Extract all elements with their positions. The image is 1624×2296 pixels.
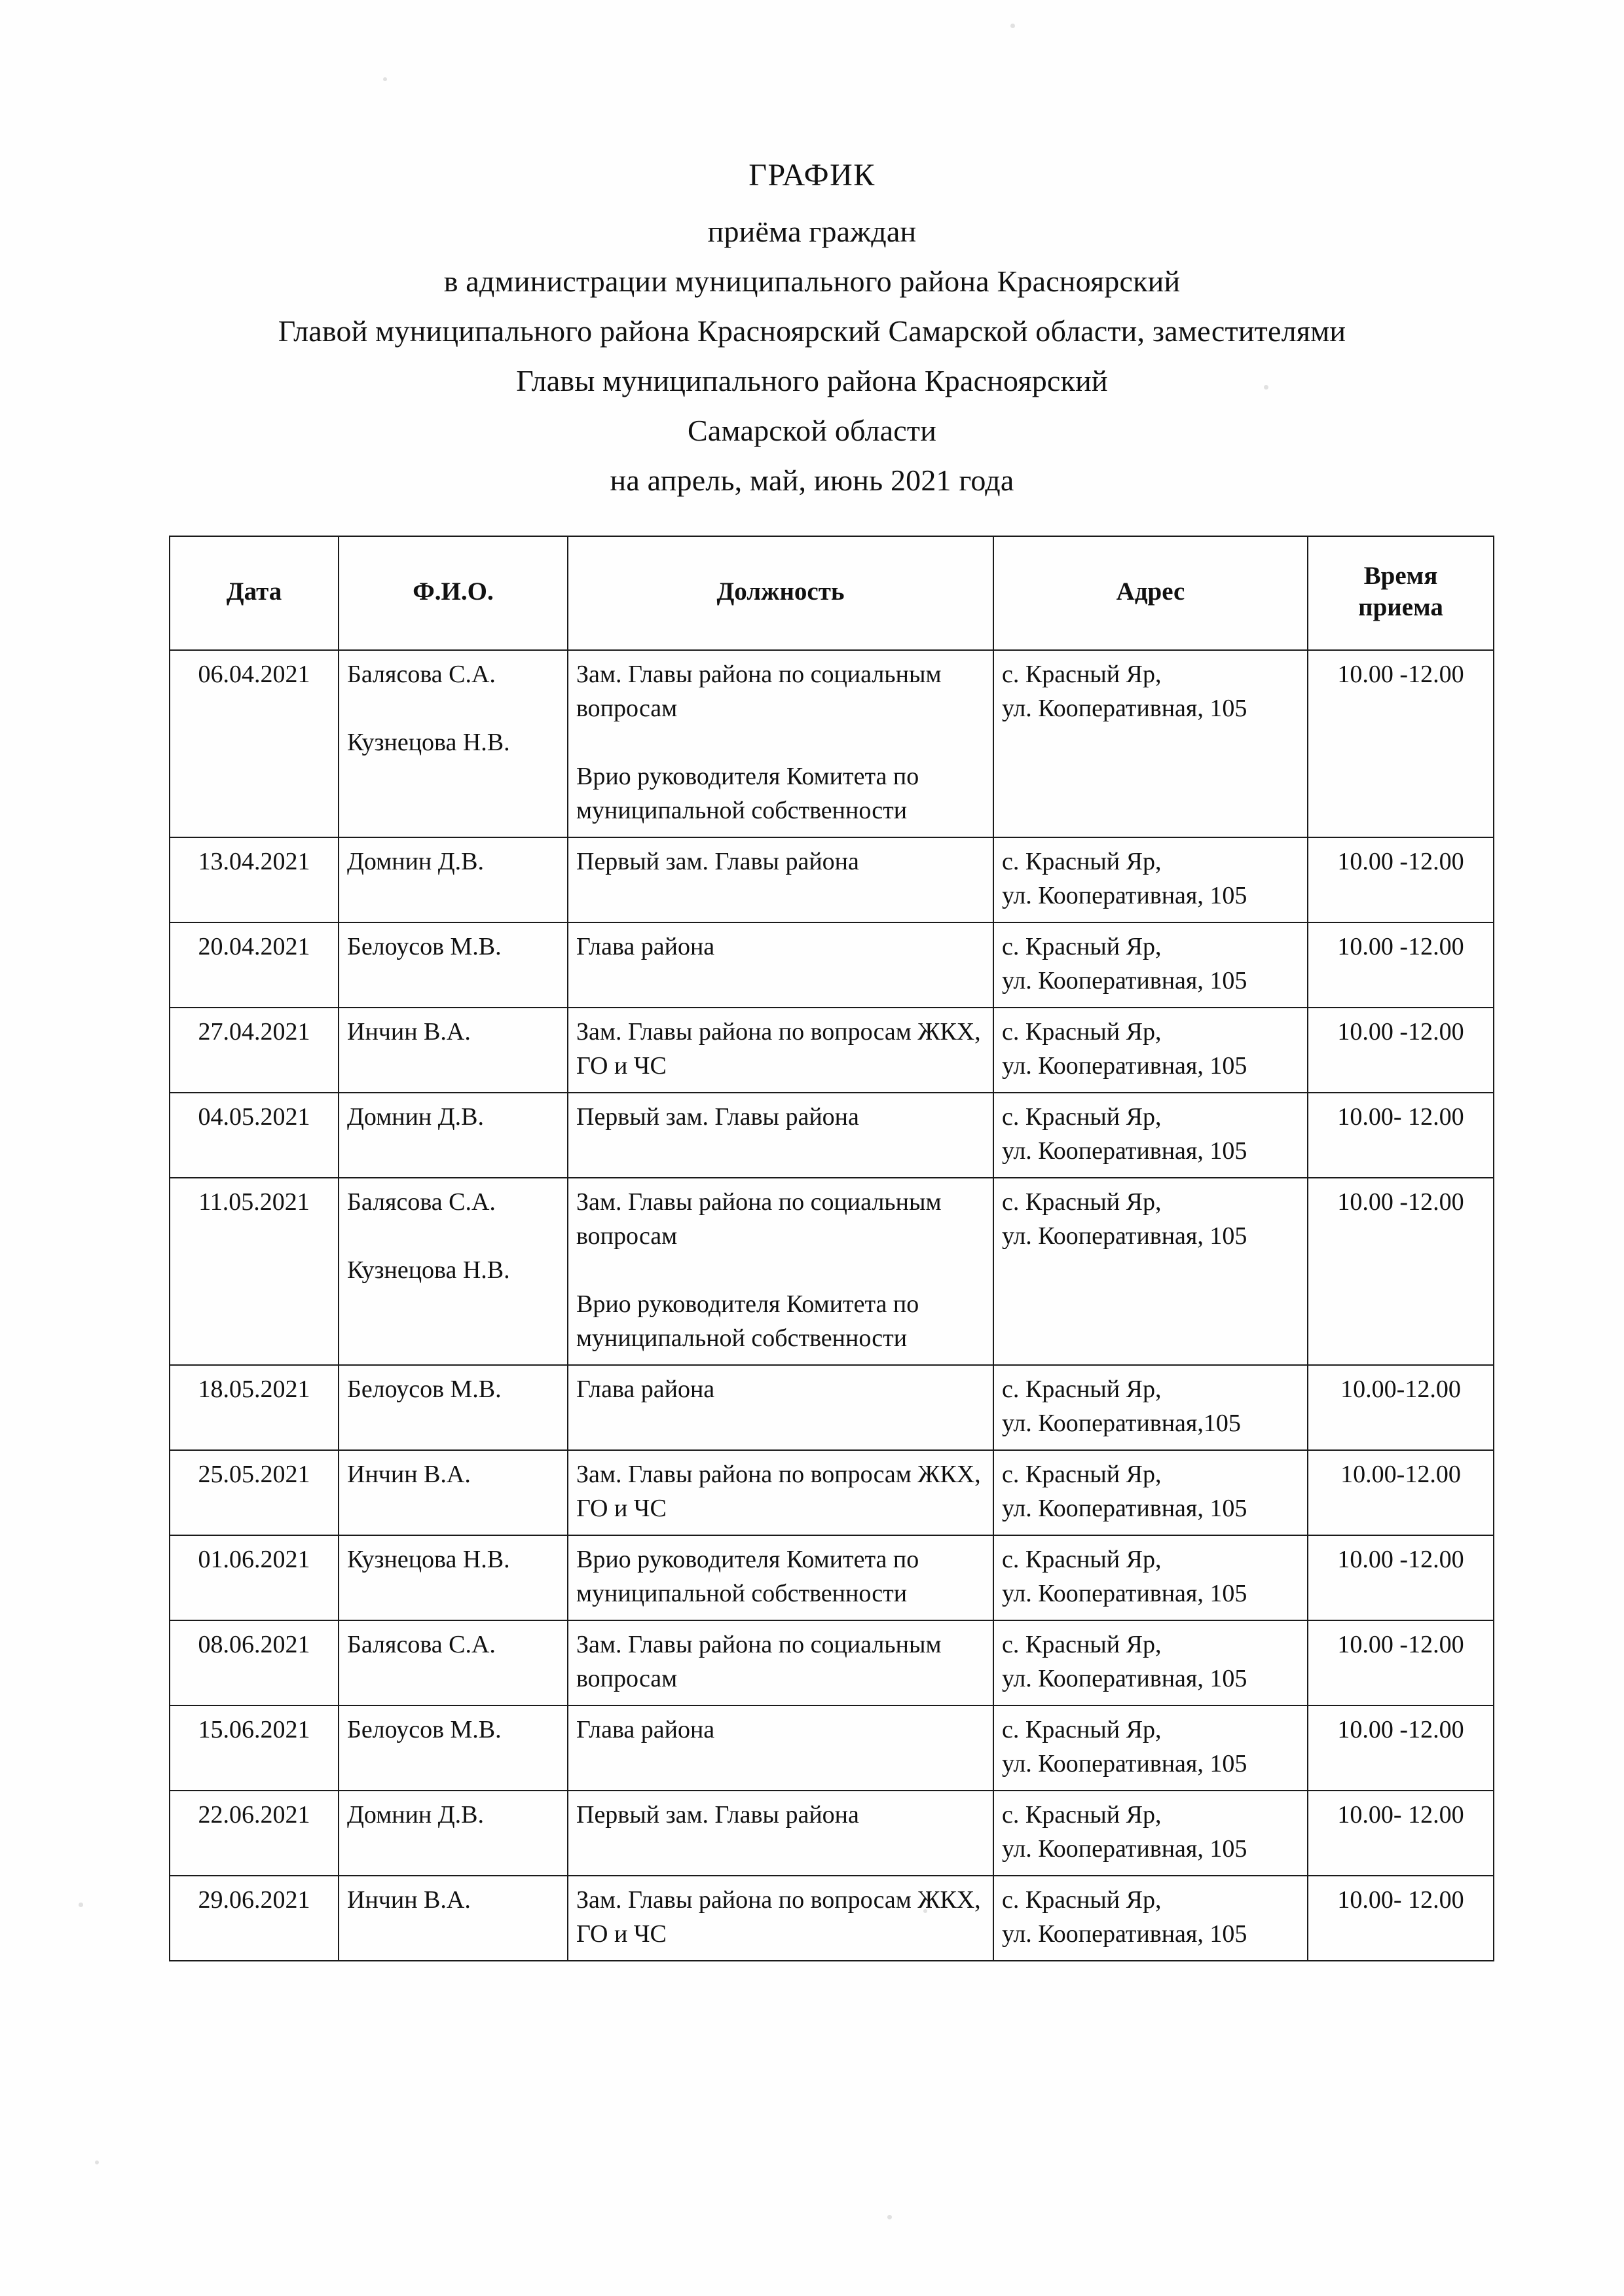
- position-secondary: Врио руководителя Комитета по муниципальной собственности: [576, 1290, 919, 1352]
- cell-time: 10.00 -12.00: [1308, 1178, 1494, 1365]
- column-header-time: [1308, 536, 1494, 650]
- cell-address: [993, 1093, 1308, 1178]
- name-primary: Инчин В.А.: [347, 1461, 471, 1488]
- cell-time: 10.00 -12.00: [1308, 1535, 1494, 1620]
- table-row: [170, 922, 1494, 1008]
- position-spacer: [576, 1253, 985, 1287]
- address-line-2: ул. Кооперативная, 105: [1002, 1920, 1247, 1948]
- cell-address: [993, 650, 1308, 837]
- name-spacer: [347, 691, 559, 725]
- column-header-date: Дата: [170, 536, 339, 650]
- cell-date: 01.06.2021: [170, 1535, 339, 1620]
- cell-time: 10.00- 12.00: [1308, 1791, 1494, 1876]
- address-line-1: с. Красный Яр,: [1002, 1716, 1162, 1743]
- address-line-2: ул. Кооперативная, 105: [1002, 1222, 1247, 1250]
- scan-speck: [79, 1903, 83, 1907]
- address-line-1: с. Красный Яр,: [1002, 1376, 1162, 1403]
- cell-position: [568, 837, 993, 922]
- cell-name: [339, 1791, 568, 1876]
- cell-date: 22.06.2021: [170, 1791, 339, 1876]
- cell-name: [339, 1093, 568, 1178]
- name-primary: Балясова С.А.: [347, 1631, 496, 1658]
- address-line-2: ул. Кооперативная, 105: [1002, 1137, 1247, 1165]
- cell-date: 29.06.2021: [170, 1876, 339, 1961]
- name-primary: Инчин В.А.: [347, 1886, 471, 1914]
- cell-address: [993, 1876, 1308, 1961]
- position-primary: Первый зам. Главы района: [576, 1801, 859, 1829]
- cell-name: [339, 1535, 568, 1620]
- cell-date: 18.05.2021: [170, 1365, 339, 1450]
- name-primary: Домнин Д.В.: [347, 1801, 485, 1829]
- cell-date: 15.06.2021: [170, 1705, 339, 1791]
- address-line-1: с. Красный Яр,: [1002, 1546, 1162, 1573]
- position-secondary: Врио руководителя Комитета по муниципальной собственности: [576, 763, 919, 824]
- name-primary: Балясова С.А.: [347, 661, 496, 688]
- column-header-position: Должность: [568, 536, 993, 650]
- table-row: [170, 1093, 1494, 1178]
- cell-name: [339, 922, 568, 1008]
- address-line-2: ул. Кооперативная, 105: [1002, 882, 1247, 909]
- name-spacer: [347, 1219, 559, 1253]
- cell-time: 10.00 -12.00: [1308, 1705, 1494, 1791]
- position-spacer: [576, 725, 985, 759]
- cell-position: [568, 1178, 993, 1365]
- title-line-7: на апрель, май, июнь 2021 года: [610, 464, 1014, 497]
- address-line-2: ул. Кооперативная, 105: [1002, 1835, 1247, 1863]
- cell-time: 10.00 -12.00: [1308, 922, 1494, 1008]
- cell-position: [568, 1876, 993, 1961]
- position-primary: Первый зам. Главы района: [576, 1103, 859, 1131]
- position-primary: Зам. Главы района по социальным вопросам: [576, 661, 942, 722]
- title-line-1: ГРАФИК: [748, 158, 876, 192]
- cell-date: 25.05.2021: [170, 1450, 339, 1535]
- name-primary: Балясова С.А.: [347, 1188, 496, 1216]
- cell-time: 10.00-12.00: [1308, 1365, 1494, 1450]
- position-primary: Первый зам. Главы района: [576, 848, 859, 875]
- scan-speck: [95, 2160, 99, 2164]
- name-secondary: Кузнецова Н.В.: [347, 1256, 510, 1284]
- reception-schedule-table: [169, 536, 1494, 1961]
- title-line-6: Самарской области: [687, 414, 937, 447]
- cell-address: [993, 1178, 1308, 1365]
- address-line-1: с. Красный Яр,: [1002, 1018, 1162, 1046]
- cell-name: [339, 650, 568, 837]
- position-primary: Глава района: [576, 1716, 715, 1743]
- position-primary: Зам. Главы района по социальным вопросам: [576, 1631, 942, 1692]
- position-primary: Зам. Главы района по вопросам ЖКХ, ГО и ЧС: [576, 1886, 981, 1948]
- cell-time: 10.00 -12.00: [1308, 650, 1494, 837]
- cell-position: [568, 1620, 993, 1705]
- cell-date: 20.04.2021: [170, 922, 339, 1008]
- cell-position: [568, 1008, 993, 1093]
- title-line-2: приёма граждан: [707, 215, 917, 248]
- table-row: [170, 1876, 1494, 1961]
- address-line-2: ул. Кооперативная, 105: [1002, 1665, 1247, 1692]
- column-header-name: Ф.И.О.: [339, 536, 568, 650]
- cell-address: [993, 1365, 1308, 1450]
- cell-time: 10.00- 12.00: [1308, 1876, 1494, 1961]
- address-line-2: ул. Кооперативная, 105: [1002, 695, 1247, 722]
- name-primary: Домнин Д.В.: [347, 848, 485, 875]
- table-row: [170, 1450, 1494, 1535]
- address-line-2: ул. Кооперативная, 105: [1002, 1052, 1247, 1080]
- cell-name: [339, 1620, 568, 1705]
- name-primary: Белоусов М.В.: [347, 1716, 502, 1743]
- cell-time: 10.00 -12.00: [1308, 837, 1494, 922]
- name-primary: Белоусов М.В.: [347, 1376, 502, 1403]
- cell-address: [993, 837, 1308, 922]
- address-line-1: с. Красный Яр,: [1002, 1631, 1162, 1658]
- cell-date: 11.05.2021: [170, 1178, 339, 1365]
- name-primary: Кузнецова Н.В.: [347, 1546, 510, 1573]
- title-line-5: Главы муниципального района Красноярский: [516, 364, 1108, 397]
- cell-address: [993, 1791, 1308, 1876]
- address-line-1: с. Красный Яр,: [1002, 1103, 1162, 1131]
- name-primary: Белоусов М.В.: [347, 933, 502, 960]
- address-line-1: с. Красный Яр,: [1002, 1801, 1162, 1829]
- scan-speck: [887, 2215, 892, 2219]
- cell-time: 10.00 -12.00: [1308, 1008, 1494, 1093]
- position-primary: Врио руководителя Комитета по муниципальной собственности: [576, 1546, 919, 1607]
- table-row: [170, 1791, 1494, 1876]
- address-line-2: ул. Кооперативная, 105: [1002, 967, 1247, 994]
- cell-name: [339, 1450, 568, 1535]
- cell-name: [339, 1178, 568, 1365]
- cell-position: [568, 1791, 993, 1876]
- position-primary: Глава района: [576, 1376, 715, 1403]
- cell-name: [339, 1008, 568, 1093]
- cell-address: [993, 1705, 1308, 1791]
- cell-position: [568, 922, 993, 1008]
- address-line-1: с. Красный Яр,: [1002, 1886, 1162, 1914]
- name-primary: Домнин Д.В.: [347, 1103, 485, 1131]
- cell-address: [993, 922, 1308, 1008]
- cell-address: [993, 1008, 1308, 1093]
- column-header-time-line1: Время: [1363, 562, 1438, 590]
- scan-speck: [1010, 24, 1015, 28]
- table-row: [170, 650, 1494, 837]
- table-row: [170, 1705, 1494, 1791]
- address-line-1: с. Красный Яр,: [1002, 933, 1162, 960]
- cell-name: [339, 1876, 568, 1961]
- address-line-2: ул. Кооперативная,105: [1002, 1410, 1241, 1437]
- table-row: [170, 1535, 1494, 1620]
- cell-date: 13.04.2021: [170, 837, 339, 922]
- name-primary: Инчин В.А.: [347, 1018, 471, 1046]
- cell-date: 08.06.2021: [170, 1620, 339, 1705]
- scan-speck: [383, 77, 387, 81]
- cell-date: 04.05.2021: [170, 1093, 339, 1178]
- cell-position: [568, 1535, 993, 1620]
- column-header-address: Адрес: [993, 536, 1308, 650]
- cell-address: [993, 1620, 1308, 1705]
- title-line-4: Главой муниципального района Красноярский Самарской области, заместителями: [278, 314, 1346, 348]
- cell-position: [568, 1705, 993, 1791]
- position-primary: Зам. Главы района по вопросам ЖКХ, ГО и ЧС: [576, 1018, 981, 1080]
- cell-date: 06.04.2021: [170, 650, 339, 837]
- position-primary: Зам. Главы района по социальным вопросам: [576, 1188, 942, 1250]
- address-line-1: с. Красный Яр,: [1002, 1188, 1162, 1216]
- cell-position: [568, 1365, 993, 1450]
- cell-name: [339, 837, 568, 922]
- table-row: [170, 837, 1494, 922]
- position-primary: Зам. Главы района по вопросам ЖКХ, ГО и ЧС: [576, 1461, 981, 1522]
- title-line-3: в администрации муниципального района Красноярский: [443, 264, 1181, 298]
- cell-position: [568, 650, 993, 837]
- cell-address: [993, 1535, 1308, 1620]
- document-title-block: [0, 151, 1624, 505]
- address-line-1: с. Красный Яр,: [1002, 848, 1162, 875]
- address-line-1: с. Красный Яр,: [1002, 1461, 1162, 1488]
- cell-time: 10.00-12.00: [1308, 1450, 1494, 1535]
- address-line-2: ул. Кооперативная, 105: [1002, 1750, 1247, 1777]
- cell-position: [568, 1093, 993, 1178]
- address-line-2: ул. Кооперативная, 105: [1002, 1580, 1247, 1607]
- cell-name: [339, 1705, 568, 1791]
- cell-position: [568, 1450, 993, 1535]
- cell-time: 10.00 -12.00: [1308, 1620, 1494, 1705]
- table-row: [170, 1008, 1494, 1093]
- address-line-1: с. Красный Яр,: [1002, 661, 1162, 688]
- table-row: [170, 1178, 1494, 1365]
- cell-date: 27.04.2021: [170, 1008, 339, 1093]
- cell-name: [339, 1365, 568, 1450]
- name-secondary: Кузнецова Н.В.: [347, 729, 510, 756]
- table-header-row: [170, 536, 1494, 650]
- column-header-time-line2: приема: [1358, 593, 1443, 621]
- table-row: [170, 1365, 1494, 1450]
- cell-address: [993, 1450, 1308, 1535]
- table-row: [170, 1620, 1494, 1705]
- address-line-2: ул. Кооперативная, 105: [1002, 1495, 1247, 1522]
- cell-time: 10.00- 12.00: [1308, 1093, 1494, 1178]
- position-primary: Глава района: [576, 933, 715, 960]
